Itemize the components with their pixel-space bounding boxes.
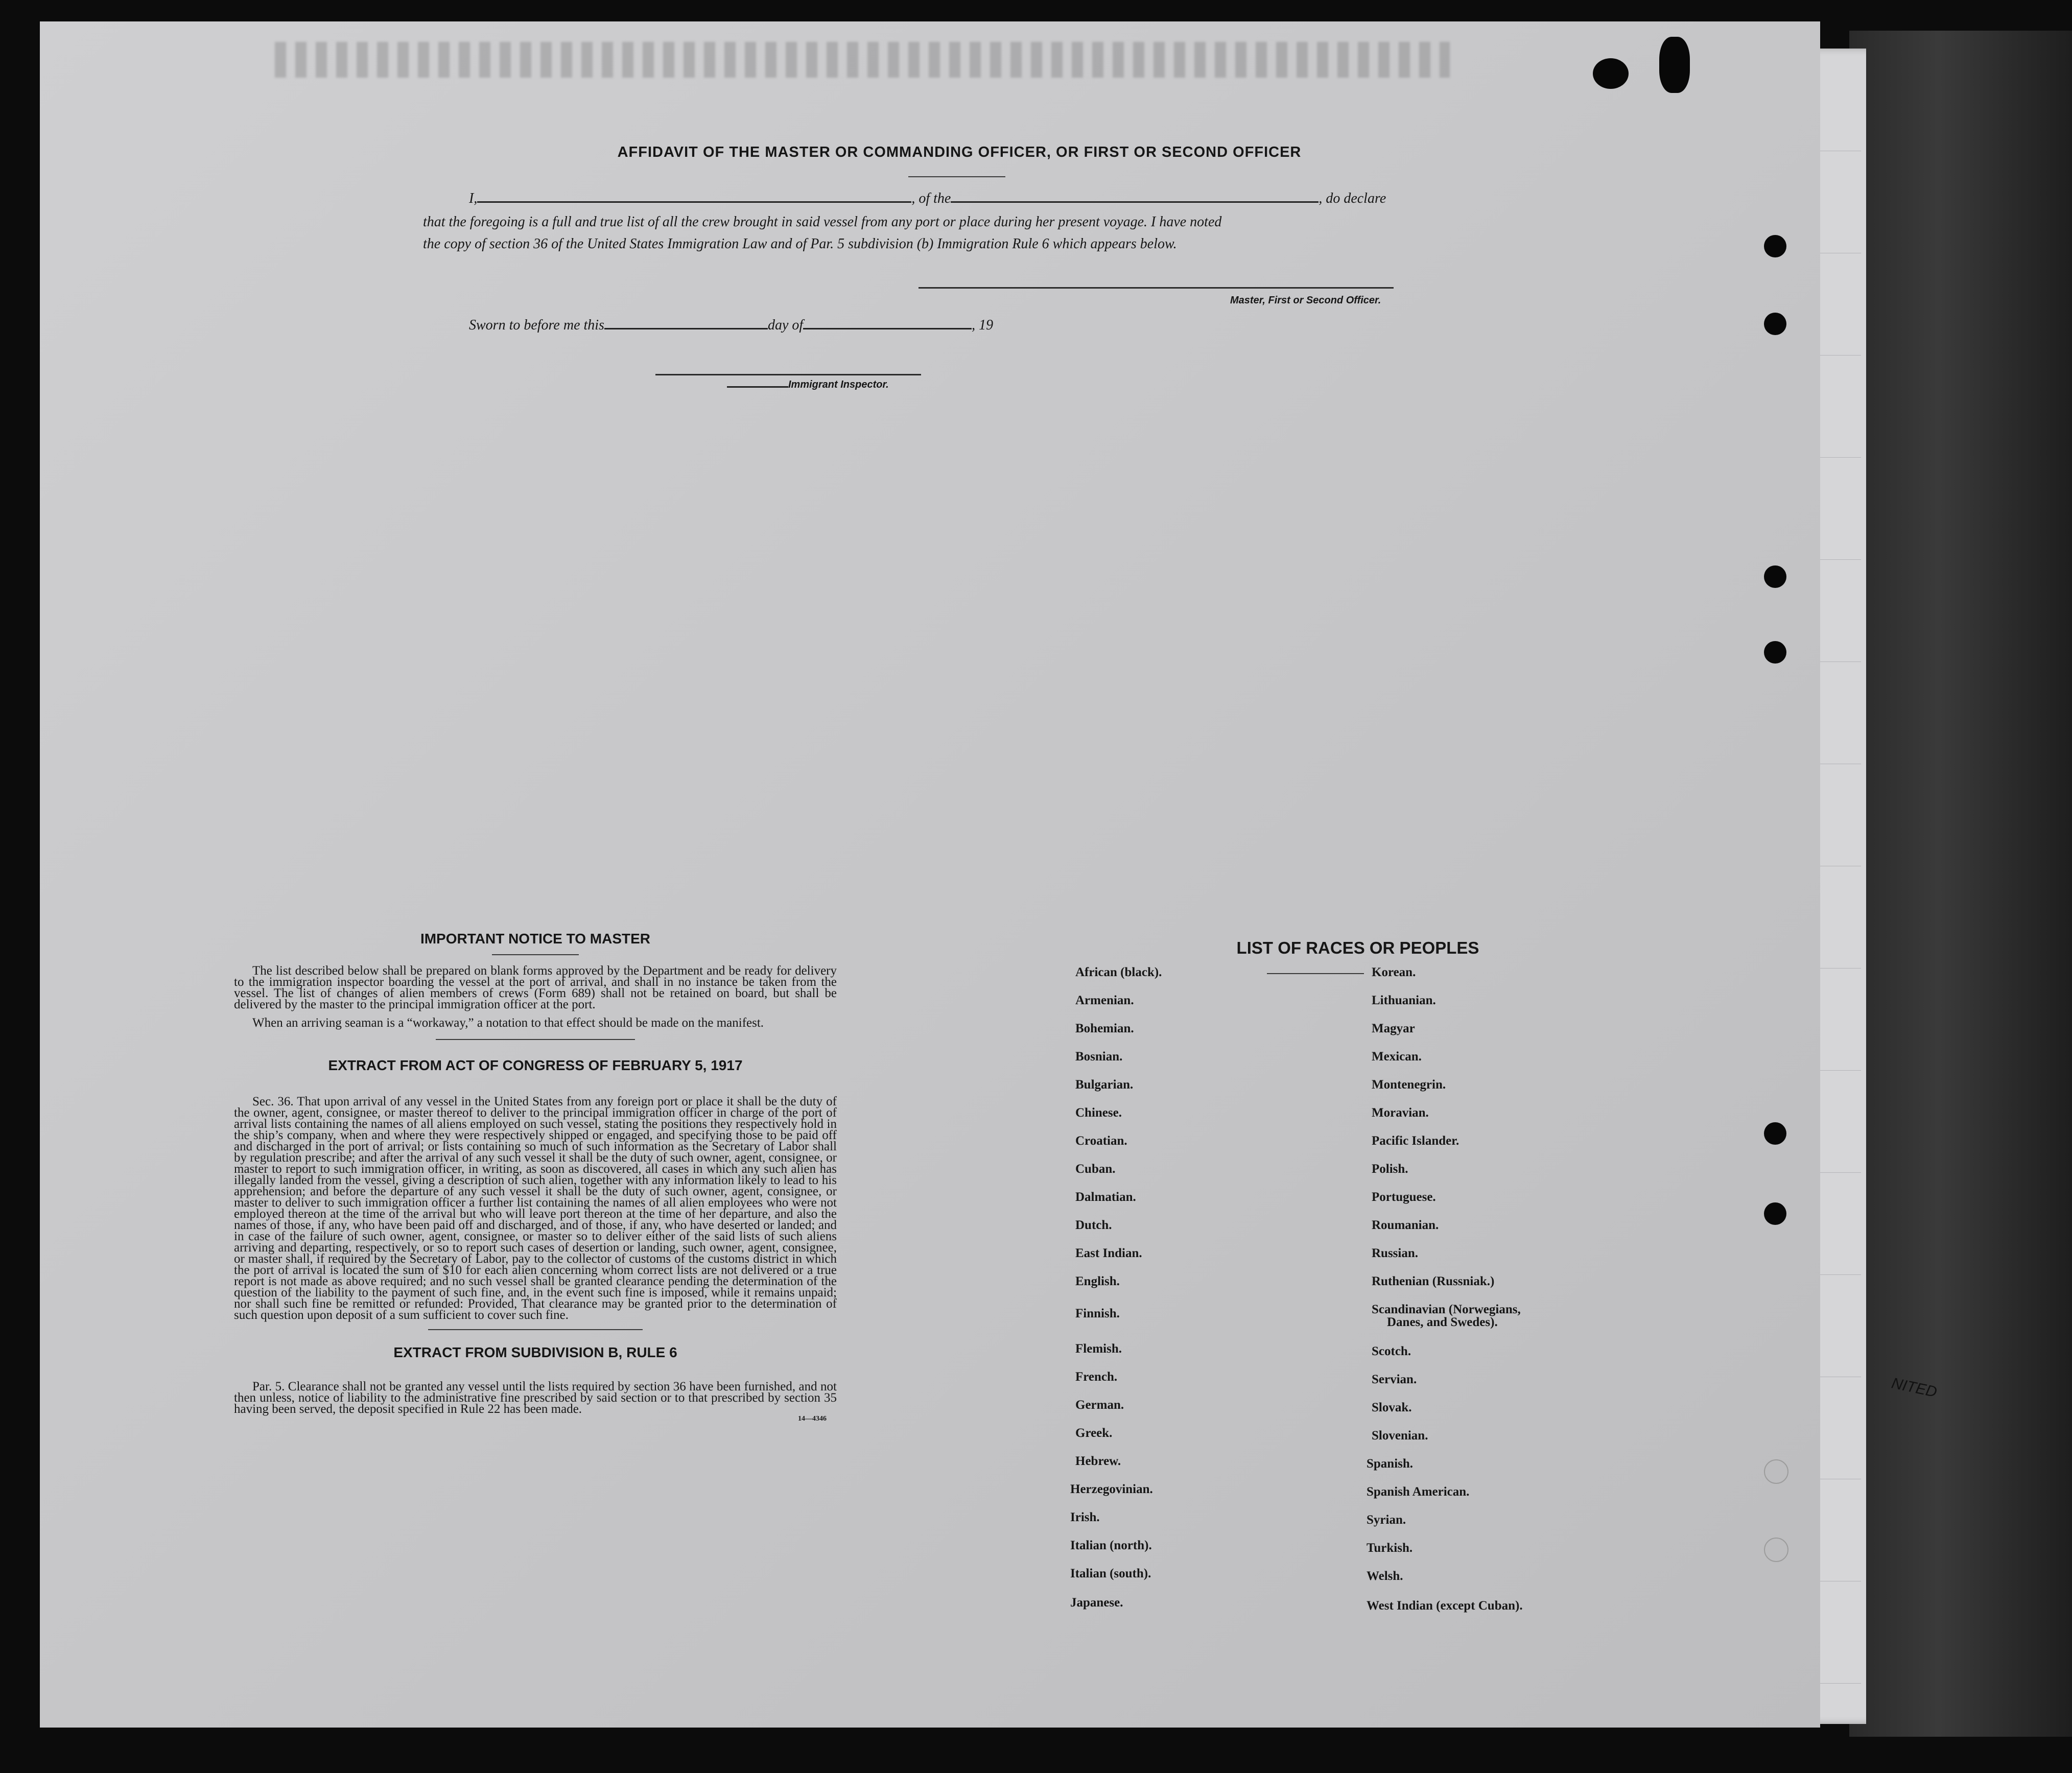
affidavit-text-line: that the foregoing is a full and true list of all the crew brought in said vessel from any port or place during her present voyage. I have noted (423, 214, 1222, 230)
race-item: Italian (south). (1070, 1567, 1151, 1580)
race-item: Bulgarian. (1075, 1078, 1134, 1092)
race-item: Magyar (1372, 1022, 1415, 1035)
divider (1267, 973, 1364, 974)
race-item: Cuban. (1075, 1162, 1116, 1176)
inspector-signature-line (655, 374, 921, 375)
day-of-label: day of (767, 317, 804, 333)
race-item: Slovak. (1372, 1401, 1412, 1414)
race-item: Pacific Islander. (1372, 1134, 1459, 1148)
vessel-prefix: , of the (911, 191, 951, 206)
master-signature-line (919, 287, 1394, 289)
bleed-through-text (275, 42, 1450, 78)
race-item: Welsh. (1367, 1569, 1403, 1583)
divider (428, 1329, 643, 1330)
punch-hole (1764, 1459, 1788, 1484)
race-item: Russian. (1372, 1246, 1419, 1260)
race-item: Spanish American. (1367, 1485, 1470, 1499)
declarant-name-blank (477, 190, 911, 203)
rule-extract-text: Par. 5. Clearance shall not be granted any vessel until the lists required by section 36 have been furnished, and not then unless, notice of liability to the administrative fine prescribed by said section or to that prescribed by section 35 having been served, the deposit specified in Rule 22 has been made. (234, 1380, 837, 1416)
notice-column (234, 931, 837, 1423)
race-item: Mexican. (1372, 1050, 1422, 1063)
adjacent-page-edge (1849, 31, 2072, 1737)
notice-paragraph: The list described below shall be prepared on blank forms approved by the Department and be ready for delivery to the immigration inspector boarding the vessel at the port of arrival, and shall in no instance be taken from the vessel. The list of changes of alien members of crews (Form 689) shall not be retained on board, but shall be delivered by the master to the principal immigration officer at the port. (234, 964, 837, 1011)
race-item: Herzegovinian. (1070, 1482, 1153, 1496)
race-item: East Indian. (1075, 1246, 1142, 1260)
divider (908, 176, 1005, 177)
sworn-line (469, 317, 993, 334)
race-item: Dalmatian. (1075, 1190, 1136, 1204)
race-item: Croatian. (1075, 1134, 1127, 1148)
race-item: Bohemian. (1075, 1022, 1134, 1035)
race-item: Scotch. (1372, 1344, 1411, 1358)
punch-hole (1764, 641, 1786, 664)
punch-hole (1764, 1122, 1786, 1145)
race-item: Dutch. (1075, 1218, 1112, 1232)
inspector-signature-caption: Immigrant Inspector. (727, 379, 889, 391)
race-item: Servian. (1372, 1373, 1417, 1386)
day-blank (604, 317, 768, 329)
punch-hole (1764, 1538, 1788, 1562)
race-item: Hebrew. (1075, 1454, 1121, 1468)
race-item: Italian (north). (1070, 1539, 1152, 1552)
race-item: Danes, and Swedes). (1387, 1315, 1498, 1329)
punch-hole (1764, 1202, 1786, 1225)
race-item: Korean. (1372, 965, 1416, 979)
race-item: West Indian (except Cuban). (1367, 1599, 1523, 1613)
race-item: Spanish. (1367, 1457, 1414, 1471)
divider (436, 1039, 635, 1040)
ink-blot (1659, 37, 1690, 93)
year-prefix: , 19 (972, 317, 994, 333)
edge-text-fragment: NITED (1890, 1375, 1939, 1401)
race-item: French. (1075, 1370, 1118, 1384)
rule-extract-title: EXTRACT FROM SUBDIVISION B, RULE 6 (393, 1344, 677, 1360)
declarant-prefix: I, (469, 191, 478, 206)
race-item: Ruthenian (Russniak.) (1372, 1274, 1495, 1288)
affidavit-declaration-line (469, 190, 1386, 207)
punch-hole (1764, 235, 1786, 257)
manifest-page (40, 21, 1820, 1728)
race-item: Portuguese. (1372, 1190, 1436, 1204)
race-item: Bosnian. (1075, 1050, 1123, 1063)
race-item: Armenian. (1075, 994, 1134, 1007)
affidavit-text-line: the copy of section 36 of the United States Immigration Law and of Par. 5 subdivision (b) Immigration Rule 6 which appears below. (423, 236, 1177, 252)
race-item: Polish. (1372, 1162, 1408, 1176)
race-item: Finnish. (1075, 1307, 1120, 1320)
act-extract-text: Sec. 36. That upon arrival of any vessel in the United States from any foreign port or place it shall be the duty of the owner, agent, consignee, or master thereof to deliver to the principal immigration officer in charge of the port of arrival lists containing the names of all aliens employed on such vessel, stating the positions they respectively hold in the ship’s company, when and where they were respectively shipped or engaged, and specifying those to be paid off and discharged in the port of arrival; or lists containing so much of such information as the Secretary of Labor shall by regulation prescribe; and after the arrival of any such vessel it shall be the duty of such owner, agent, consignee, or master to report to such immigration officer, in writing, as soon as discovered, all cases in which any such alien has illegally landed from the vessel, giving a description of such alien, together with any information likely to lead to his apprehension; and before the departure of any such vessel it shall be the duty of such owner, agent, consignee, or master to deliver to such immigration officer a further list containing the names of all alien employees who were not employed thereon at the time of the arrival but who will leave port thereon at the time of her departure, and also the names of those, if any, who have been paid off and discharged, and of those, if any, who have deserted or landed; and in case of the failure of such owner, agent, consignee, or master so to deliver either of the said lists of such aliens arriving and departing, respectively, or so to report such cases of desertion or landing, such owner, agent, consignee, or master shall, if required by the Secretary of Labor, pay to the collector of customs of the customs district in which the port of arrival is located the sum of $10 for each alien concerning whom correct lists are not delivered or a true report is not made as above required; and no such vessel shall be granted clearance pending the determination of the question of the liability to the payment of such fine, and, in the event such fine is imposed, while it remains unpaid; nor shall such fine be remitted or refunded: Provided, That clearance may be granted prior to the determination of such question upon deposit of a sum sufficient to cover such fine. (234, 1095, 837, 1322)
notice-paragraph: When an arriving seaman is a “workaway,” a notation to that effect should be made on the manifest. (252, 1016, 764, 1030)
master-signature-caption: Master, First or Second Officer. (1230, 295, 1381, 306)
race-item: Flemish. (1075, 1342, 1122, 1356)
race-item: Roumanian. (1372, 1218, 1439, 1232)
race-item: Chinese. (1075, 1106, 1122, 1120)
divider (492, 954, 579, 955)
ink-blot (1593, 58, 1629, 89)
affidavit-title: AFFIDAVIT OF THE MASTER OR COMMANDING OFFICER, OR FIRST OR SECOND OFFICER (617, 144, 1302, 160)
race-item: Japanese. (1070, 1596, 1123, 1610)
notice-title: IMPORTANT NOTICE TO MASTER (420, 931, 651, 947)
race-item: English. (1075, 1274, 1120, 1288)
race-item: Turkish. (1367, 1541, 1413, 1555)
race-item: Montenegrin. (1372, 1078, 1446, 1092)
punch-hole (1764, 565, 1786, 588)
race-item: Scandinavian (Norwegians, (1372, 1303, 1521, 1316)
race-item: Irish. (1070, 1510, 1100, 1524)
vessel-name-blank (951, 190, 1318, 203)
declare-suffix: , do declare (1318, 191, 1386, 206)
form-number: 14—4346 (798, 1415, 827, 1423)
sworn-prefix: Sworn to before me this (469, 317, 604, 333)
races-title: LIST OF RACES OR PEOPLES (1236, 938, 1479, 957)
race-item: African (black). (1075, 965, 1162, 979)
month-blank (803, 317, 972, 329)
race-item: Syrian. (1367, 1513, 1406, 1527)
race-item: German. (1075, 1398, 1124, 1412)
punch-hole (1764, 313, 1786, 335)
race-item: Lithuanian. (1372, 994, 1436, 1007)
act-extract-title: EXTRACT FROM ACT OF CONGRESS OF FEBRUARY 5, 1917 (328, 1057, 743, 1073)
race-item: Slovenian. (1372, 1429, 1428, 1443)
race-item: Greek. (1075, 1426, 1113, 1440)
race-item: Moravian. (1372, 1106, 1429, 1120)
